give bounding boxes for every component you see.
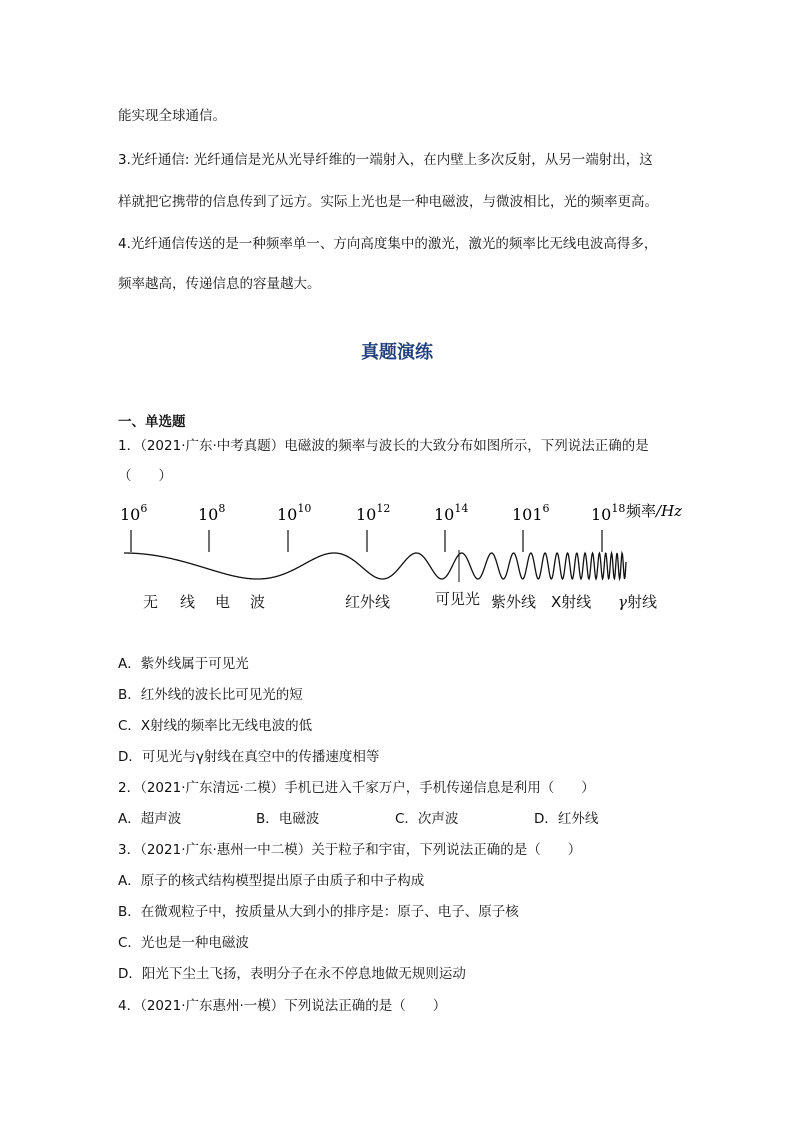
q1-blank: （ ）: [118, 468, 172, 484]
q1-option-d: D．可见光与γ射线在真空中的传播速度相等: [118, 749, 380, 765]
intro-line-5: 频率越高，传递信息的容量越大。: [118, 276, 321, 292]
q2-stem: 2．（2021·广东清远·二模）手机已进入千家万户，手机传递信息是利用（ ）: [118, 780, 595, 796]
q2-option-a: A．超声波: [118, 811, 182, 827]
tick-label-1e18: $10^{18}$: [591, 502, 626, 524]
intro-line-1: 能实现全球通信。: [118, 108, 226, 124]
q3-option-c: C．光也是一种电磁波: [118, 935, 249, 951]
infrared-label: 红外线: [345, 593, 391, 611]
tick-label-1e10: $10^{10}$: [277, 502, 312, 524]
q2-option-d: D．红外线: [534, 811, 599, 827]
ultraviolet-label: 紫外线: [491, 593, 537, 611]
gamma-ray-label: γ射线: [618, 593, 657, 611]
q3-option-b: B．在微观粒子中，按质量从大到小的排序是：原子、电子、原子核: [118, 904, 519, 920]
tick-label-1e16: $101^6$: [512, 502, 550, 524]
tick-label-1e14: $10^{14}$: [434, 502, 469, 524]
intro-line-4: 4.光纤通信传送的是一种频率单一、方向高度集中的激光，激光的频率比无线电波高得多，: [118, 236, 658, 252]
q2-option-c: C．次声波: [395, 811, 459, 827]
spectrum-wave: [124, 553, 626, 579]
page-title: 真题演练: [361, 342, 433, 363]
tick-marks: [131, 530, 602, 552]
q1-option-b: B．红外线的波长比可见光的短: [118, 687, 303, 703]
section-title: 一、单选题: [118, 414, 186, 430]
q2-options: [118, 809, 678, 829]
radio-label-4: 波: [250, 593, 266, 611]
q4-stem: 4．（2021·广东惠州·一模）下列说法正确的是（ ）: [118, 998, 447, 1014]
frequency-unit-label: 频率/Hz: [626, 502, 683, 520]
radio-label-2: 线: [180, 593, 196, 611]
q1-option-a: A．紫外线属于可见光: [118, 656, 249, 672]
intro-line-3: 样就把它携带的信息传到了远方。实际上光也是一种电磁波，与微波相比，光的频率更高。: [118, 194, 658, 210]
xray-label: X射线: [551, 593, 592, 611]
q3-option-a: A．原子的核式结构模型提出原子由质子和中子构成: [118, 873, 425, 889]
em-spectrum-diagram: [0, 490, 794, 620]
visible-light-label: 可见光: [435, 590, 481, 608]
q3-option-d: D．阳光下尘土飞扬，表明分子在永不停息地做无规则运动: [118, 966, 466, 982]
intro-line-2: 3.光纤通信: 光纤通信是光从光导纤维的一端射入，在内壁上多次反射，从另一端射出，这: [118, 152, 653, 168]
tick-label-1e8: $10^8$: [198, 502, 226, 524]
tick-label-1e6: $10^6$: [120, 502, 148, 524]
radio-label-3: 电: [215, 593, 231, 611]
q2-option-b: B．电磁波: [256, 811, 320, 827]
q3-stem: 3．（2021·广东·惠州一中二模）关于粒子和宇宙，下列说法正确的是（ ）: [118, 842, 582, 858]
q1-stem: 1．（2021·广东·中考真题）电磁波的频率与波长的大致分布如图所示，下列说法正确的是: [118, 438, 649, 454]
radio-label-1: 无: [143, 593, 159, 611]
q1-option-c: C．X射线的频率比无线电波的低: [118, 718, 313, 734]
tick-label-1e12: $10^{12}$: [356, 502, 391, 524]
